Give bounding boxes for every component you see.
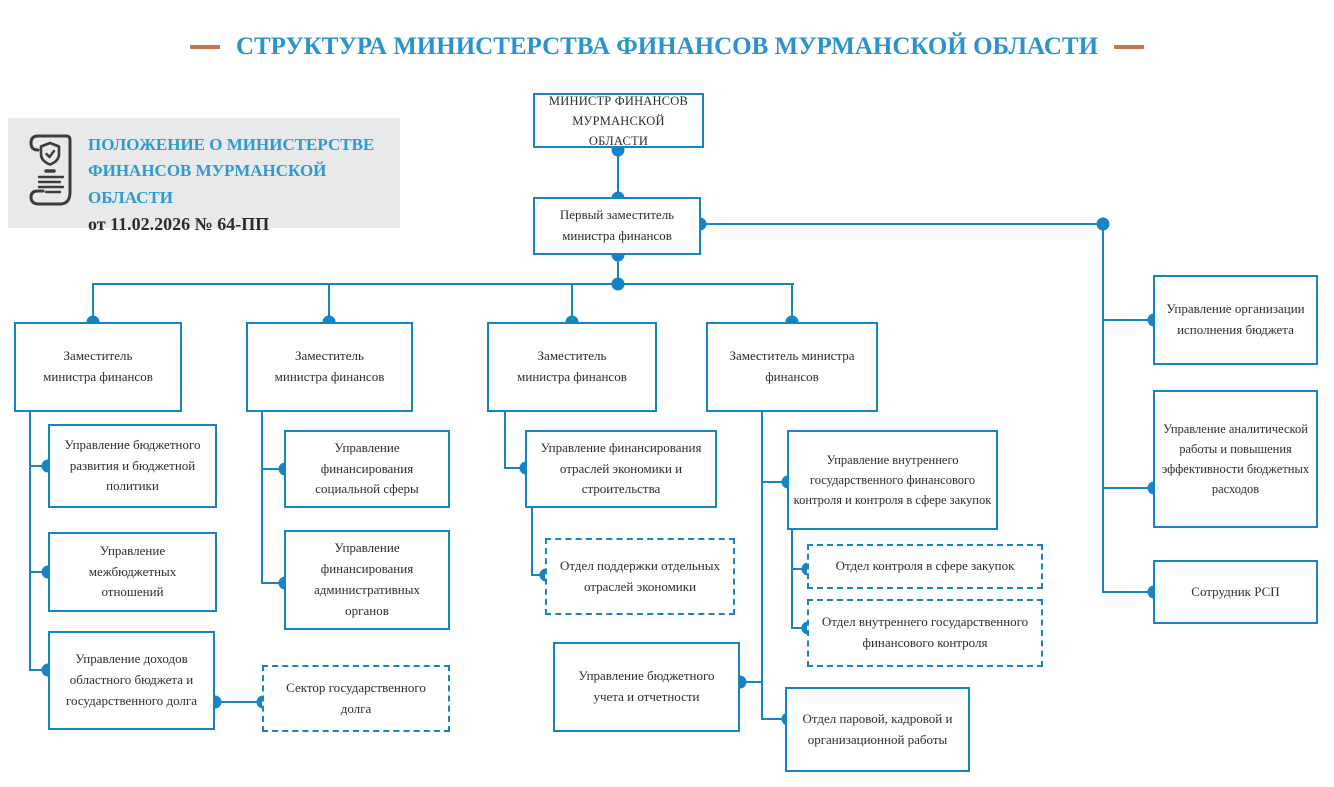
connector [92,283,794,285]
org-node-economy-financing: Управление финансирования отраслей экономики и строительства [525,430,717,508]
connector [531,508,533,576]
org-node-social-financing: Управление финансирования социальной сферы [284,430,450,508]
title-dash-right [1114,45,1144,49]
org-node-analytic-efficiency: Управление аналитической работы и повышения эффективности бюджетных расходов [1153,390,1318,528]
title-dash-left [190,45,220,49]
org-node-budget-development: Управление бюджетного развития и бюджетной политики [48,424,217,508]
regulation-panel [8,118,400,235]
org-node-deputy-1: Заместитель министра финансов [14,322,182,412]
connector [700,223,1104,225]
org-node-state-debt-sector: Сектор государственного долга [262,665,450,732]
org-node-purchase-control-dept: Отдел контроля в сфере закупок [807,544,1043,589]
connector [504,412,506,468]
org-node-minister: МИНИСТР ФИНАНСОВ МУРМАНСКОЙ ОБЛАСТИ [533,93,704,148]
org-node-rsp-employee: Сотрудник РСП [1153,560,1318,624]
org-node-deputy-4: Заместитель министра финансов [706,322,878,412]
org-node-interbudget-relations: Управление межбюджетных отношений [48,532,217,612]
org-node-economy-support-dept: Отдел поддержки отдельных отраслей экономики [545,538,735,615]
page-title-row [0,30,1334,64]
org-node-first-deputy: Первый заместитель министра финансов [533,197,701,255]
org-node-deputy-2: Заместитель министра финансов [246,322,413,412]
junction-dot [612,278,625,291]
connector [761,412,763,720]
org-node-admin-organs-financing: Управление финансирования административных органов [284,530,450,630]
connector [1102,487,1154,489]
org-node-budget-execution: Управление организации исполнения бюджета [1153,275,1318,365]
document-scroll-shield-icon [22,130,78,219]
regulation-title-line1: ПОЛОЖЕНИЕ О МИНИСТЕРСТВЕ [88,135,375,154]
junction-dot [1097,218,1110,231]
connector [1102,319,1154,321]
regulation-date: от 11.02.2026 № 64-ПП [88,214,270,235]
org-node-legal-hr-dept: Отдел паровой, кадровой и организационной работы [785,687,970,772]
org-node-internal-control: Управление внутреннего государственного финансового контроля и контроля в сфере закупок [787,430,998,530]
regulation-title-line2: ФИНАНСОВ МУРМАНСКОЙ ОБЛАСТИ [88,161,327,207]
regulation-text [88,132,388,235]
org-node-internal-control-dept: Отдел внутреннего государственного финансового контроля [807,599,1043,667]
page-title: СТРУКТУРА МИНИСТЕРСТВА ФИНАНСОВ МУРМАНСКОЙ ОБЛАСТИ [235,33,1099,60]
connector [1102,223,1104,593]
connector [1102,591,1154,593]
org-node-regional-incomes: Управление доходов областного бюджета и государственного долга [48,631,215,730]
connector [261,412,263,583]
org-node-budget-accounting: Управление бюджетного учета и отчетности [553,642,740,732]
org-node-deputy-3: Заместитель министра финансов [487,322,657,412]
connector [29,412,31,670]
connector [791,530,793,628]
